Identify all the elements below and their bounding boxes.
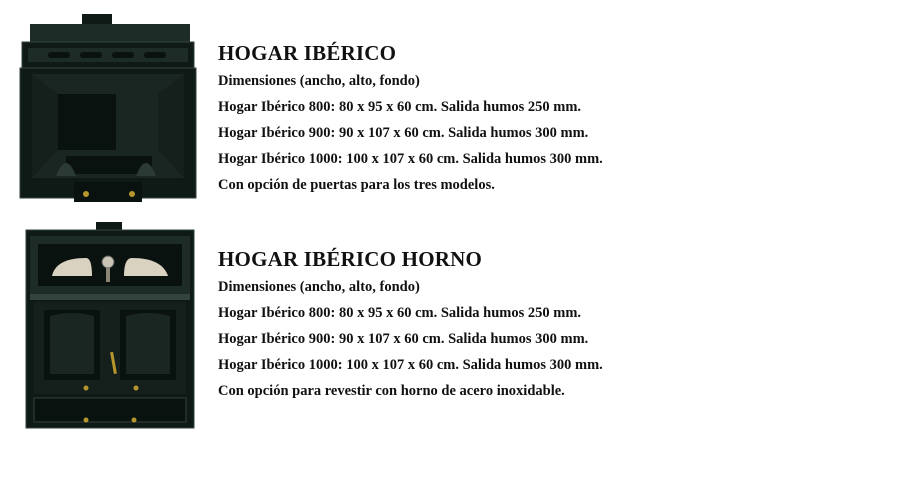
dimensions-label: Dimensiones (ancho, alto, fondo) [218,279,420,295]
spec-line: Hogar Ibérico 900: 90 x 107 x 60 cm. Salida humos 300 mm. [218,331,589,347]
spec-line: Hogar Ibérico 1000: 100 x 107 x 60 cm. Salida humos 300 mm. [218,357,603,373]
product-note: Con opción para revestir con horno de acero inoxidable. [218,383,565,399]
fireplace-insert-image [18,14,198,204]
spec-line: Hogar Ibérico 800: 80 x 95 x 60 cm. Salida humos 250 mm. [218,305,582,321]
product-description [218,246,603,404]
spec-line: Hogar Ibérico 800: 80 x 95 x 60 cm. Salida humos 250 mm. [218,99,582,115]
dimensions-label: Dimensiones (ancho, alto, fondo) [218,73,420,89]
product-title: HOGAR IBÉRICO [218,41,397,65]
fireplace-oven-image [24,222,196,432]
product-description [218,40,603,198]
product-title: HOGAR IBÉRICO HORNO [218,247,482,271]
spec-line: Hogar Ibérico 1000: 100 x 107 x 60 cm. Salida humos 300 mm. [218,151,603,167]
product-note: Con opción de puertas para los tres modelos. [218,177,495,193]
spec-line: Hogar Ibérico 900: 90 x 107 x 60 cm. Salida humos 300 mm. [218,125,589,141]
